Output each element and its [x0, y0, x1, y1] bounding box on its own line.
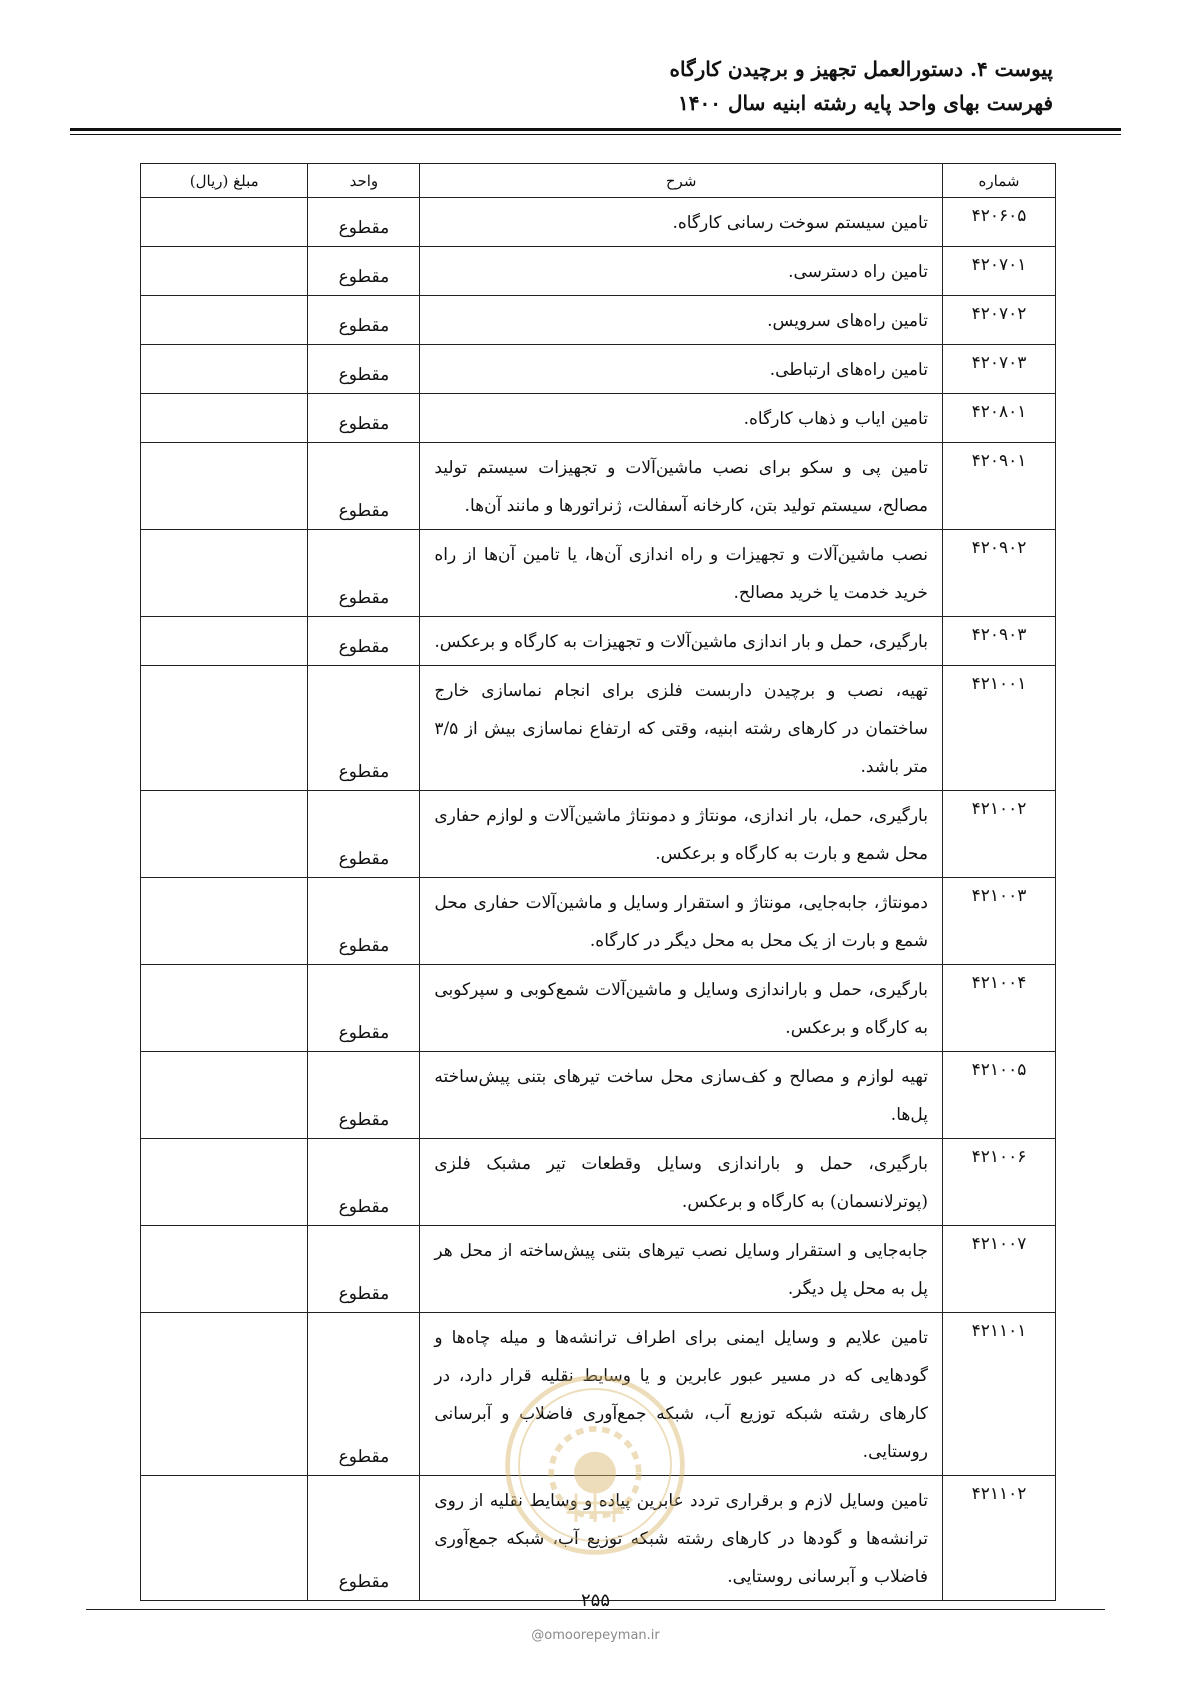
- item-unit: مقطوع: [308, 296, 420, 345]
- item-amount: [141, 666, 308, 791]
- item-number: ۴۲۰۸۰۱: [942, 394, 1055, 443]
- header-rule-thick: [70, 128, 1121, 131]
- item-unit: مقطوع: [308, 617, 420, 666]
- item-amount: [141, 198, 308, 247]
- item-description: تامین علایم و وسایل ایمنی برای اطراف ترانشه‌ها و میله چاه‌ها و گودهایی که در مسیر عبور عابرین و یا وسایط نقلیه قرار دارد، در کارهای رشته شبکه توزیع آب، شبکه جمع‌آوری فاضلاب و آبرسانی روستایی.: [420, 1313, 943, 1476]
- item-number: ۴۲۱۰۰۳: [942, 878, 1055, 965]
- table-row: [141, 1052, 1056, 1139]
- item-amount: [141, 617, 308, 666]
- item-number: ۴۲۰۶۰۵: [942, 198, 1055, 247]
- item-description: تامین راه‌های ارتباطی.: [420, 345, 943, 394]
- table-row: [141, 443, 1056, 530]
- header-number: شماره: [942, 164, 1055, 198]
- table-row: [141, 198, 1056, 247]
- item-unit: مقطوع: [308, 878, 420, 965]
- item-description: تامین راه‌های سرویس.: [420, 296, 943, 345]
- item-unit: مقطوع: [308, 394, 420, 443]
- item-description: تامین راه دسترسی.: [420, 247, 943, 296]
- item-amount: [141, 1476, 308, 1601]
- item-number: ۴۲۱۰۰۷: [942, 1226, 1055, 1313]
- item-unit: مقطوع: [308, 247, 420, 296]
- item-amount: [141, 965, 308, 1052]
- item-description: بارگیری، حمل، بار اندازی، مونتاژ و دمونتاژ ماشین‌آلات و لوازم حفاری محل شمع و بارت به کارگاه و برعکس.: [420, 791, 943, 878]
- item-unit: مقطوع: [308, 666, 420, 791]
- item-unit: مقطوع: [308, 443, 420, 530]
- item-description: تامین وسایل لازم و برقراری تردد عابرین پیاده و وسایط نقلیه از روی ترانشه‌ها و گودها در کارهای رشته شبکه توزیع آب، شبکه جمع‌آوری فاضلاب و آبرسانی روستایی.: [420, 1476, 943, 1601]
- item-number: ۴۲۱۱۰۱: [942, 1313, 1055, 1476]
- header-title-appendix: پیوست ۴. دستورالعمل تجهیز و برچیدن کارگاه: [669, 57, 1053, 81]
- item-description: جابه‌جایی و استقرار وسایل نصب تیرهای بتنی پیش‌ساخته از محل هر پل به محل پل دیگر.: [420, 1226, 943, 1313]
- table-row: [141, 1139, 1056, 1226]
- item-unit: مقطوع: [308, 1226, 420, 1313]
- site-url: @omoorepeyman.ir: [531, 1628, 660, 1643]
- item-number: ۴۲۱۱۰۲: [942, 1476, 1055, 1601]
- table-row: [141, 394, 1056, 443]
- item-amount: [141, 1052, 308, 1139]
- item-number: ۴۲۰۷۰۳: [942, 345, 1055, 394]
- item-description: بارگیری، حمل و بار اندازی ماشین‌آلات و تجهیزات به کارگاه و برعکس.: [420, 617, 943, 666]
- item-description: تامین سیستم سوخت رسانی کارگاه.: [420, 198, 943, 247]
- item-unit: مقطوع: [308, 965, 420, 1052]
- footer-rule: [86, 1609, 1105, 1610]
- item-amount: [141, 1139, 308, 1226]
- table-row: [141, 878, 1056, 965]
- table-row: [141, 965, 1056, 1052]
- item-number: ۴۲۱۰۰۱: [942, 666, 1055, 791]
- item-unit: مقطوع: [308, 1313, 420, 1476]
- table-row: [141, 247, 1056, 296]
- header-rule-thin: [70, 134, 1121, 135]
- item-description: تامین پی و سکو برای نصب ماشین‌آلات و تجهیزات سیستم تولید مصالح، سیستم تولید بتن، کارخانه آسفالت، ژنراتورها و مانند آن‌ها.: [420, 443, 943, 530]
- seal-watermark: [500, 1370, 690, 1560]
- item-description: بارگیری، حمل و باراندازی وسایل و ماشین‌آلات شمع‌کوبی و سپرکوبی به کارگاه و برعکس.: [420, 965, 943, 1052]
- item-amount: [141, 345, 308, 394]
- item-number: ۴۲۰۹۰۲: [942, 530, 1055, 617]
- item-amount: [141, 247, 308, 296]
- item-number: ۴۲۱۰۰۶: [942, 1139, 1055, 1226]
- table-row: [141, 296, 1056, 345]
- item-number: ۴۲۰۷۰۲: [942, 296, 1055, 345]
- item-amount: [141, 1313, 308, 1476]
- header-amount: مبلغ (ریال): [141, 164, 308, 198]
- item-amount: [141, 791, 308, 878]
- item-number: ۴۲۰۹۰۱: [942, 443, 1055, 530]
- item-amount: [141, 1226, 308, 1313]
- item-amount: [141, 443, 308, 530]
- item-amount: [141, 296, 308, 345]
- item-amount: [141, 530, 308, 617]
- header-unit: واحد: [308, 164, 420, 198]
- header-description: شرح: [420, 164, 943, 198]
- item-unit: مقطوع: [308, 1476, 420, 1601]
- item-unit: مقطوع: [308, 198, 420, 247]
- item-unit: مقطوع: [308, 345, 420, 394]
- table-row: [141, 791, 1056, 878]
- item-description: تهیه، نصب و برچیدن داربست فلزی برای انجام نماسازی خارج ساختمان در کارهای رشته ابنیه، وقتی که ارتفاع نماسازی بیش از ۳/۵ متر باشد.: [420, 666, 943, 791]
- item-unit: مقطوع: [308, 1139, 420, 1226]
- table-row: [141, 666, 1056, 791]
- item-unit: مقطوع: [308, 1052, 420, 1139]
- page-number: ۲۵۵: [580, 1590, 610, 1611]
- item-number: ۴۲۰۹۰۳: [942, 617, 1055, 666]
- table-header-row: [141, 164, 1056, 198]
- item-description: تامین ایاب و ذهاب کارگاه.: [420, 394, 943, 443]
- table-row: [141, 1226, 1056, 1313]
- item-unit: مقطوع: [308, 530, 420, 617]
- page-header: [93, 52, 1053, 120]
- item-number: ۴۲۱۰۰۴: [942, 965, 1055, 1052]
- item-amount: [141, 394, 308, 443]
- table-row: [141, 345, 1056, 394]
- item-unit: مقطوع: [308, 791, 420, 878]
- table-row: [141, 617, 1056, 666]
- item-number: ۴۲۱۰۰۲: [942, 791, 1055, 878]
- item-number: ۴۲۰۷۰۱: [942, 247, 1055, 296]
- item-amount: [141, 878, 308, 965]
- item-description: دمونتاژ، جابه‌جایی، مونتاژ و استقرار وسایل و ماشین‌آلات حفاری محل شمع و بارت از یک محل به محل دیگر در کارگاه.: [420, 878, 943, 965]
- table-row: [141, 530, 1056, 617]
- item-description: تهیه لوازم و مصالح و کف‌سازی محل ساخت تیرهای بتنی پیش‌ساخته پل‌ها.: [420, 1052, 943, 1139]
- item-description: بارگیری، حمل و باراندازی وسایل وقطعات تیر مشبک فلزی (پوترلانسمان) به کارگاه و برعکس.: [420, 1139, 943, 1226]
- header-title-pricelist: فهرست بهای واحد پایه رشته ابنیه سال ۱۴۰۰: [678, 91, 1053, 115]
- item-number: ۴۲۱۰۰۵: [942, 1052, 1055, 1139]
- item-description: نصب ماشین‌آلات و تجهیزات و راه اندازی آن‌ها، یا تامین آن‌ها از راه خرید خدمت یا خرید مصالح.: [420, 530, 943, 617]
